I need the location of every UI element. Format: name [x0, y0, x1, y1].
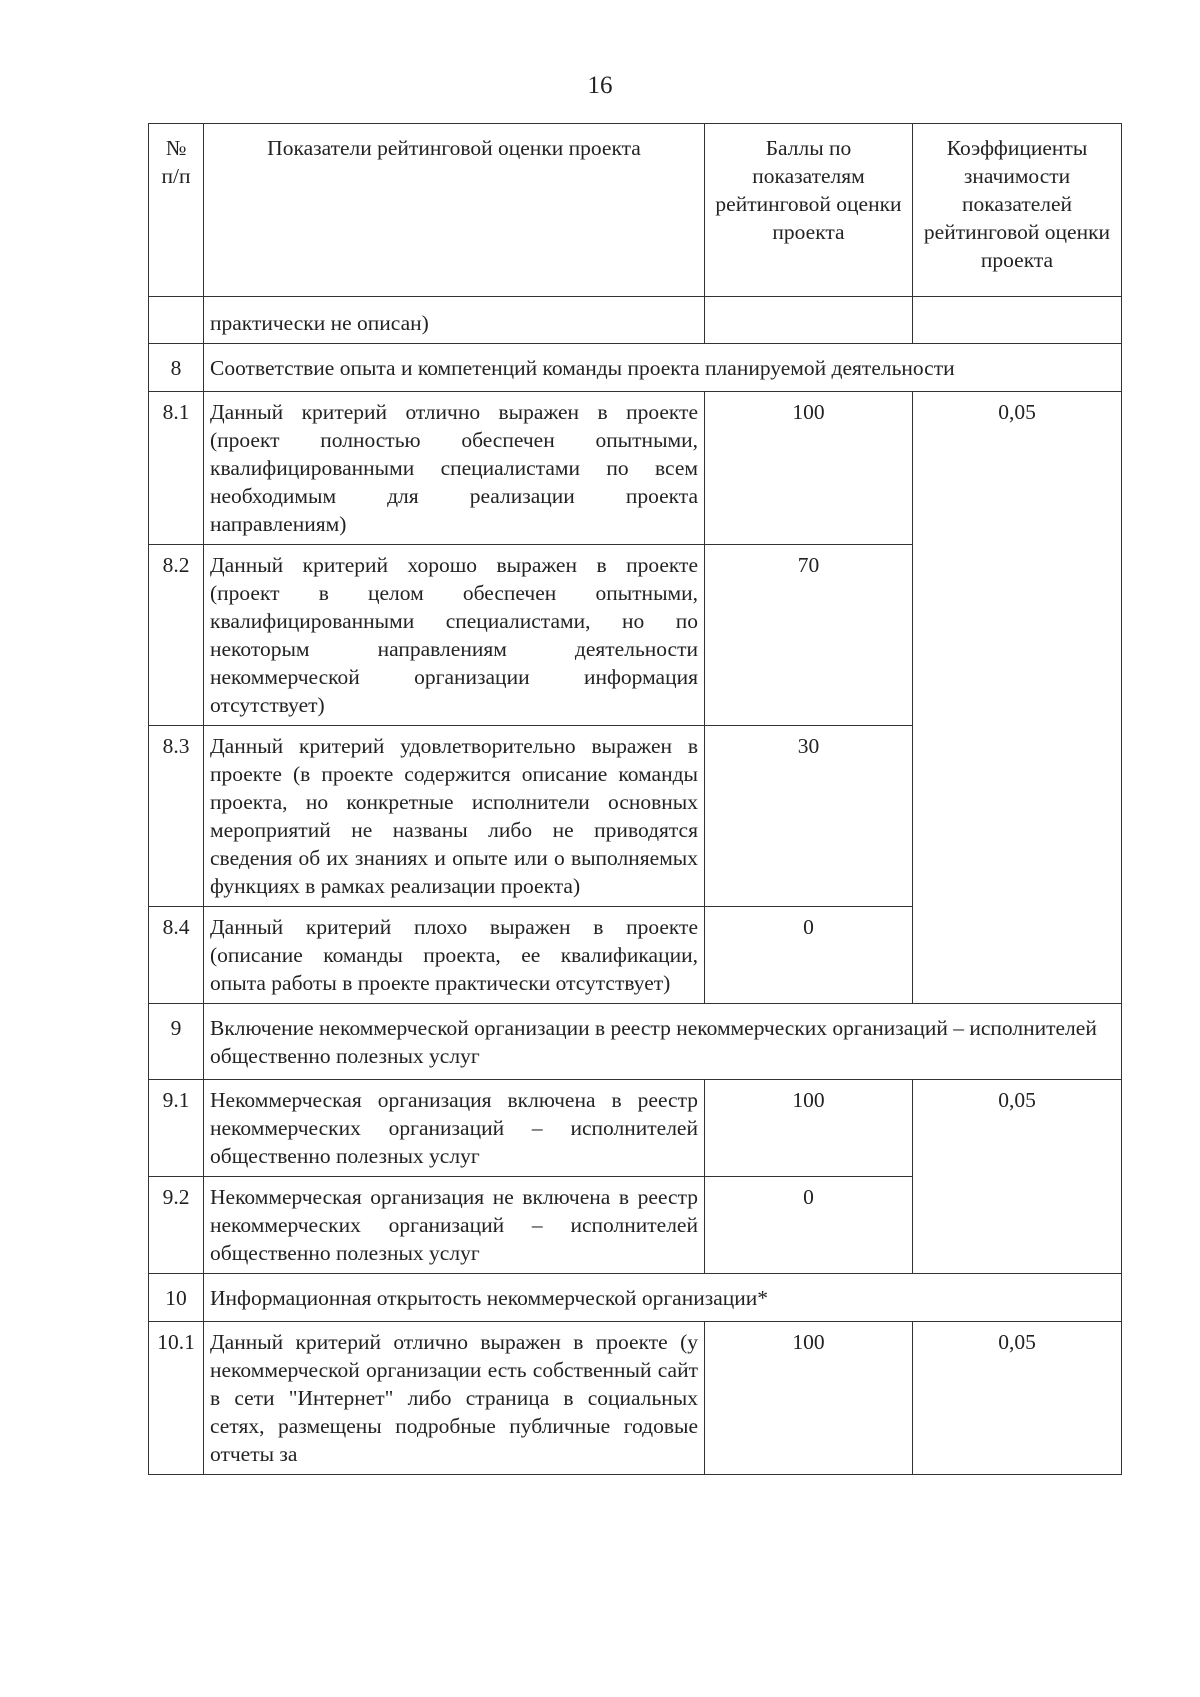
- item-text: Некоммерческая организация не включена в реестр некоммерческих организаций – исполнителей общественно полезных услуг: [204, 1177, 705, 1274]
- section-title: Информационная открытость некоммерческой организации*: [204, 1274, 1122, 1322]
- item-num: 8.3: [149, 726, 204, 907]
- cell-coef: [913, 297, 1122, 344]
- table-row: [149, 1322, 1122, 1475]
- section-title: Включение некоммерческой организации в реестр некоммерческих организаций – исполнителей общественно полезных услуг: [204, 1004, 1122, 1080]
- section-title: Соответствие опыта и компетенций команды проекта планируемой деятельности: [204, 344, 1122, 392]
- table-row: [149, 297, 1122, 344]
- section-num: 10: [149, 1274, 204, 1322]
- section-coef: 0,05: [913, 1322, 1122, 1475]
- section-coef: 0,05: [913, 1080, 1122, 1274]
- section-row-10: [149, 1274, 1122, 1322]
- section-num: 8: [149, 344, 204, 392]
- item-text: Данный критерий плохо выражен в проекте (описание команды проекта, ее квалификации, опыта работы в проекте практически отсутствует): [204, 907, 705, 1004]
- page-number: 16: [587, 72, 613, 99]
- item-score: 0: [705, 907, 913, 1004]
- item-text: Некоммерческая организация включена в реестр некоммерческих организаций – исполнителей общественно полезных услуг: [204, 1080, 705, 1177]
- item-num: 8.2: [149, 545, 204, 726]
- item-num: 8.1: [149, 392, 204, 545]
- header-coef: Коэффициенты значимости показателей рейтинговой оценки проекта: [913, 124, 1122, 297]
- item-num: 10.1: [149, 1322, 204, 1475]
- table-row: [149, 392, 1122, 545]
- section-row-8: [149, 344, 1122, 392]
- header-score: Баллы по показателям рейтинговой оценки проекта: [705, 124, 913, 297]
- item-num: 9.1: [149, 1080, 204, 1177]
- table-row: [149, 1080, 1122, 1177]
- item-text: Данный критерий хорошо выражен в проекте (проект в целом обеспечен опытными, квалифицированными специалистами, но по некоторым направлениям деятельности некоммерческой организации информация отсутствует): [204, 545, 705, 726]
- header-num: № п/п: [149, 124, 204, 297]
- rating-table: [148, 123, 1122, 1475]
- header-indicator: Показатели рейтинговой оценки проекта: [204, 124, 705, 297]
- section-coef: 0,05: [913, 392, 1122, 1004]
- item-num: 9.2: [149, 1177, 204, 1274]
- section-num: 9: [149, 1004, 204, 1080]
- item-score: 100: [705, 392, 913, 545]
- continuation-text: практически не описан): [204, 297, 705, 344]
- item-num: 8.4: [149, 907, 204, 1004]
- item-score: 100: [705, 1080, 913, 1177]
- item-score: 0: [705, 1177, 913, 1274]
- item-text: Данный критерий удовлетворительно выражен в проекте (в проекте содержится описание команды проекта, но конкретные исполнители основных мероприятий не названы либо не приводятся сведения об их знаниях и опыте или о выполняемых функциях в рамках реализации проекта): [204, 726, 705, 907]
- item-score: 100: [705, 1322, 913, 1475]
- table-header-row: [149, 124, 1122, 297]
- item-score: 30: [705, 726, 913, 907]
- item-text: Данный критерий отлично выражен в проекте (проект полностью обеспечен опытными, квалифицированными специалистами по всем необходимым для реализации проекта направлениям): [204, 392, 705, 545]
- cell-score: [705, 297, 913, 344]
- item-score: 70: [705, 545, 913, 726]
- item-text: Данный критерий отлично выражен в проекте (у некоммерческой организации есть собственный сайт в сети "Интернет" либо страница в социальных сетях, размещены подробные публичные годовые отчеты за: [204, 1322, 705, 1475]
- cell-num: [149, 297, 204, 344]
- section-row-9: [149, 1004, 1122, 1080]
